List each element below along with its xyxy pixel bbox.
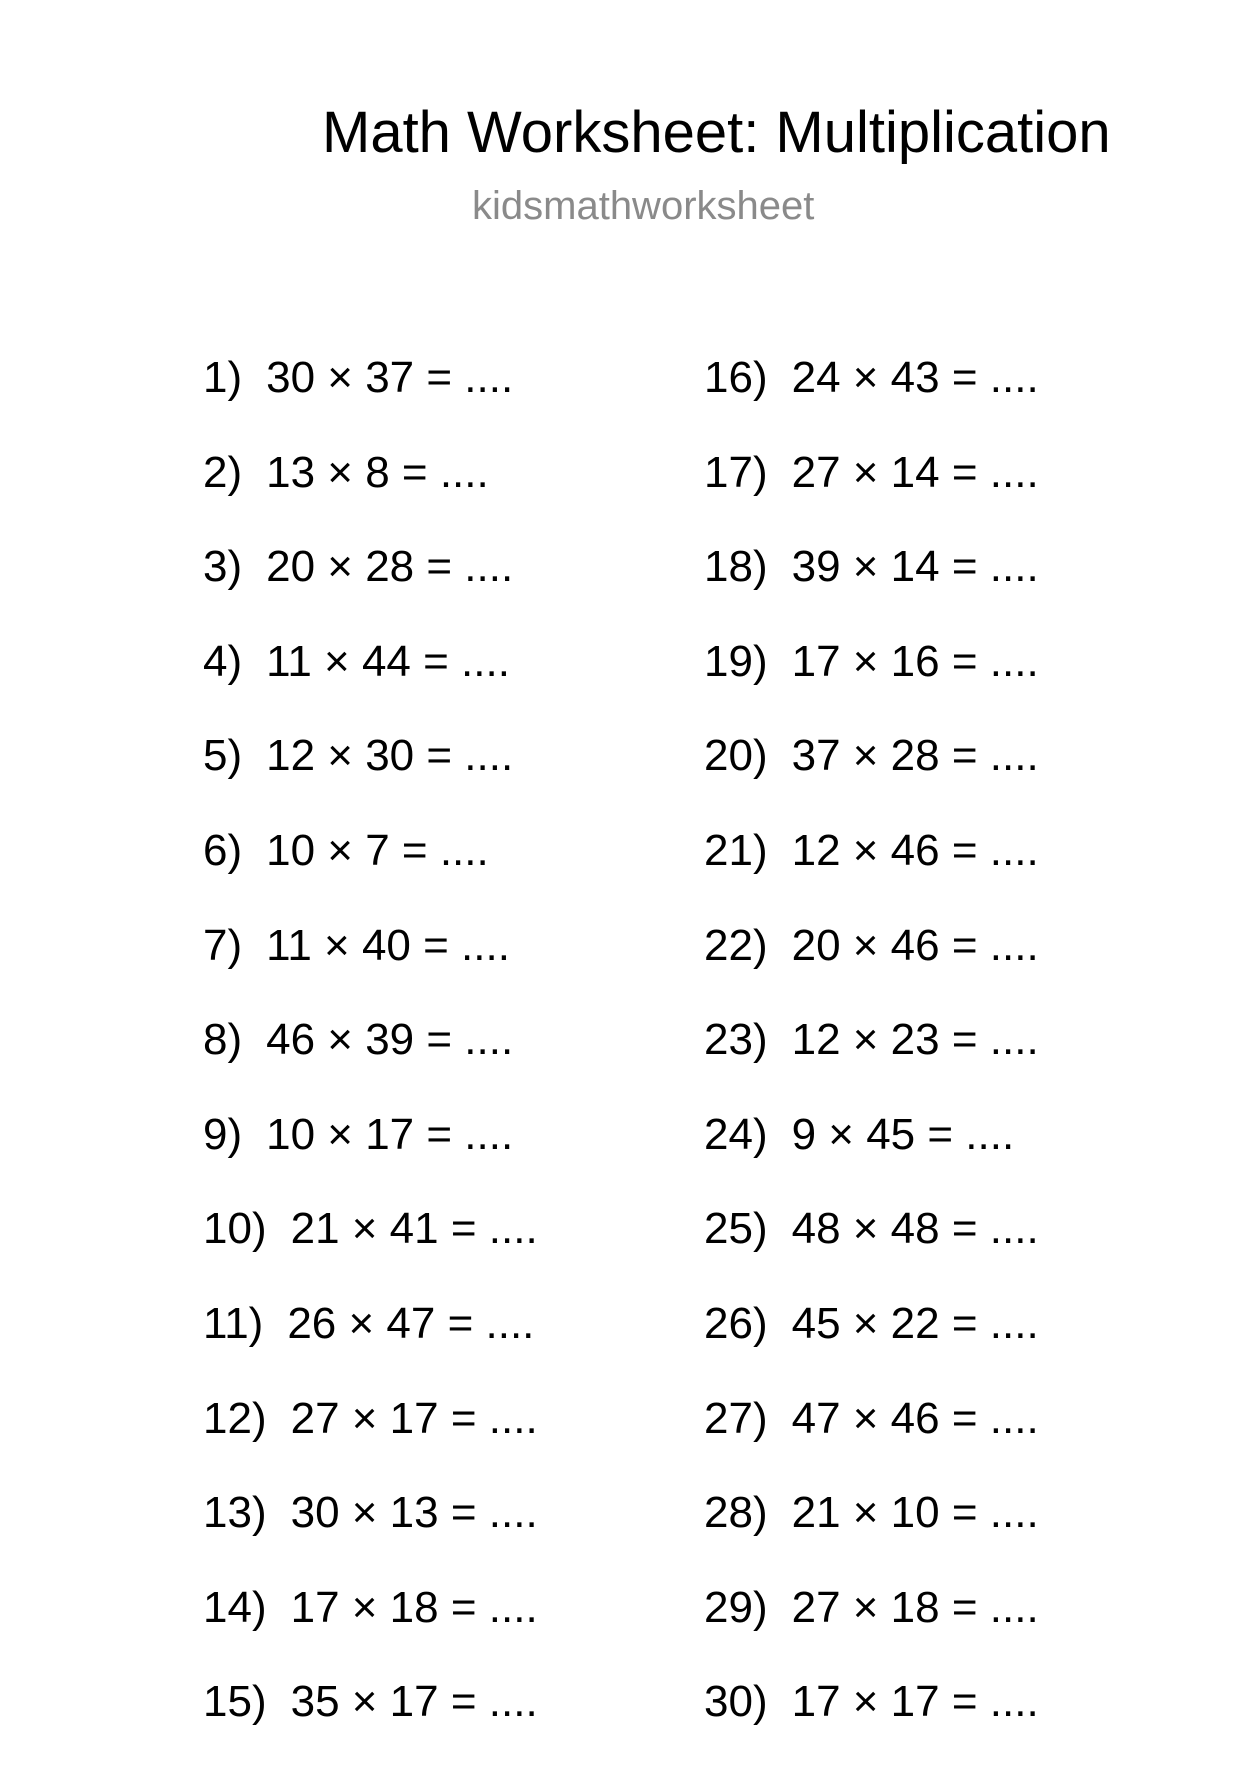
problem-item <box>704 1488 1039 1583</box>
problem-number: 18) <box>704 542 768 592</box>
problem-expression: 45 × 22 = .... <box>791 1298 1039 1348</box>
problem-expression: 39 × 14 = .... <box>791 542 1039 592</box>
problem-expression: 10 × 7 = .... <box>266 825 489 875</box>
problem-number: 7) <box>203 920 243 970</box>
problem-number: 19) <box>704 636 768 686</box>
problem-expression: 27 × 14 = .... <box>791 447 1039 497</box>
problem-expression: 24 × 43 = .... <box>791 353 1039 402</box>
problem-number: 6) <box>203 825 243 875</box>
problem-number: 24) <box>704 1109 768 1159</box>
problem-number: 8) <box>203 1015 243 1065</box>
problem-number: 15) <box>203 1677 267 1727</box>
worksheet-title: Math Worksheet: Multiplication <box>322 100 1111 165</box>
problem-item <box>704 1299 1039 1394</box>
problem-expression: 11 × 40 = .... <box>266 920 510 970</box>
problem-item <box>704 448 1039 543</box>
problem-expression: 17 × 17 = .... <box>791 1677 1039 1727</box>
problem-number: 23) <box>704 1015 768 1065</box>
problem-item <box>704 1110 1039 1205</box>
problem-expression: 9 × 45 = .... <box>791 1109 1015 1159</box>
problem-item <box>704 826 1039 921</box>
problem-item <box>203 826 538 921</box>
problem-number: 22) <box>704 920 768 970</box>
problem-item <box>704 1677 1039 1772</box>
problem-expression: 12 × 30 = .... <box>266 731 514 781</box>
problem-item <box>203 1015 538 1110</box>
problem-number: 10) <box>203 1204 267 1254</box>
problem-item <box>704 637 1039 732</box>
problem-expression: 12 × 46 = .... <box>791 825 1039 875</box>
problem-item <box>704 542 1039 637</box>
problem-number: 5) <box>203 731 243 781</box>
problem-expression: 11 × 44 = .... <box>266 636 510 686</box>
problem-item <box>203 731 538 826</box>
problem-item <box>203 1488 538 1583</box>
problem-item <box>203 1110 538 1205</box>
problem-item <box>203 1677 538 1772</box>
problem-expression: 35 × 17 = .... <box>290 1677 538 1727</box>
problem-number: 29) <box>704 1582 768 1632</box>
problem-expression: 17 × 16 = .... <box>791 636 1039 686</box>
problem-number: 3) <box>203 542 243 592</box>
problem-item <box>704 731 1039 826</box>
problem-item <box>203 1583 538 1678</box>
problem-number: 9) <box>203 1109 243 1159</box>
problem-expression: 27 × 18 = .... <box>791 1582 1039 1632</box>
problem-item <box>203 921 538 1016</box>
problem-item <box>203 1204 538 1299</box>
problem-item <box>704 353 1039 448</box>
problem-number: 1) <box>203 353 243 402</box>
problem-item <box>203 1394 538 1489</box>
problem-expression: 21 × 10 = .... <box>791 1488 1039 1538</box>
problem-item <box>704 921 1039 1016</box>
problem-item <box>704 1204 1039 1299</box>
problem-item <box>203 637 538 732</box>
problem-expression: 20 × 28 = .... <box>266 542 514 592</box>
problem-expression: 12 × 23 = .... <box>791 1015 1039 1065</box>
problem-item <box>704 1394 1039 1489</box>
problem-item <box>203 448 538 543</box>
problem-item <box>704 1583 1039 1678</box>
problem-number: 21) <box>704 825 768 875</box>
problem-expression: 37 × 28 = .... <box>791 731 1039 781</box>
problem-expression: 48 × 48 = .... <box>791 1204 1039 1254</box>
problem-expression: 20 × 46 = .... <box>791 920 1039 970</box>
problem-item <box>203 1299 538 1394</box>
problem-number: 28) <box>704 1488 768 1538</box>
problem-item <box>704 1015 1039 1110</box>
problem-expression: 30 × 37 = .... <box>266 353 514 402</box>
problem-column-left <box>203 353 538 1772</box>
problem-number: 26) <box>704 1298 768 1348</box>
problem-number: 12) <box>203 1393 267 1443</box>
problem-number: 11) <box>203 1298 264 1348</box>
problem-number: 14) <box>203 1582 267 1632</box>
problem-number: 20) <box>704 731 768 781</box>
problem-expression: 13 × 8 = .... <box>266 447 489 497</box>
problem-expression: 47 × 46 = .... <box>791 1393 1039 1443</box>
problem-expression: 27 × 17 = .... <box>290 1393 538 1443</box>
problem-item <box>203 542 538 637</box>
problem-expression: 17 × 18 = .... <box>290 1582 538 1632</box>
worksheet-source: kidsmathworksheet <box>472 184 815 228</box>
problem-expression: 46 × 39 = .... <box>266 1015 514 1065</box>
problem-number: 13) <box>203 1488 267 1538</box>
problem-number: 27) <box>704 1393 768 1443</box>
problem-number: 30) <box>704 1677 768 1727</box>
problem-expression: 10 × 17 = .... <box>266 1109 514 1159</box>
problem-expression: 21 × 41 = .... <box>290 1204 538 1254</box>
problem-column-right <box>704 353 1039 1772</box>
problem-number: 17) <box>704 447 768 497</box>
problem-expression: 26 × 47 = .... <box>287 1298 535 1348</box>
problem-number: 4) <box>203 636 243 686</box>
problem-number: 25) <box>704 1204 768 1254</box>
problem-expression: 30 × 13 = .... <box>290 1488 538 1538</box>
problem-number: 16) <box>704 353 768 402</box>
problem-number: 2) <box>203 447 243 497</box>
problem-item <box>203 353 538 448</box>
